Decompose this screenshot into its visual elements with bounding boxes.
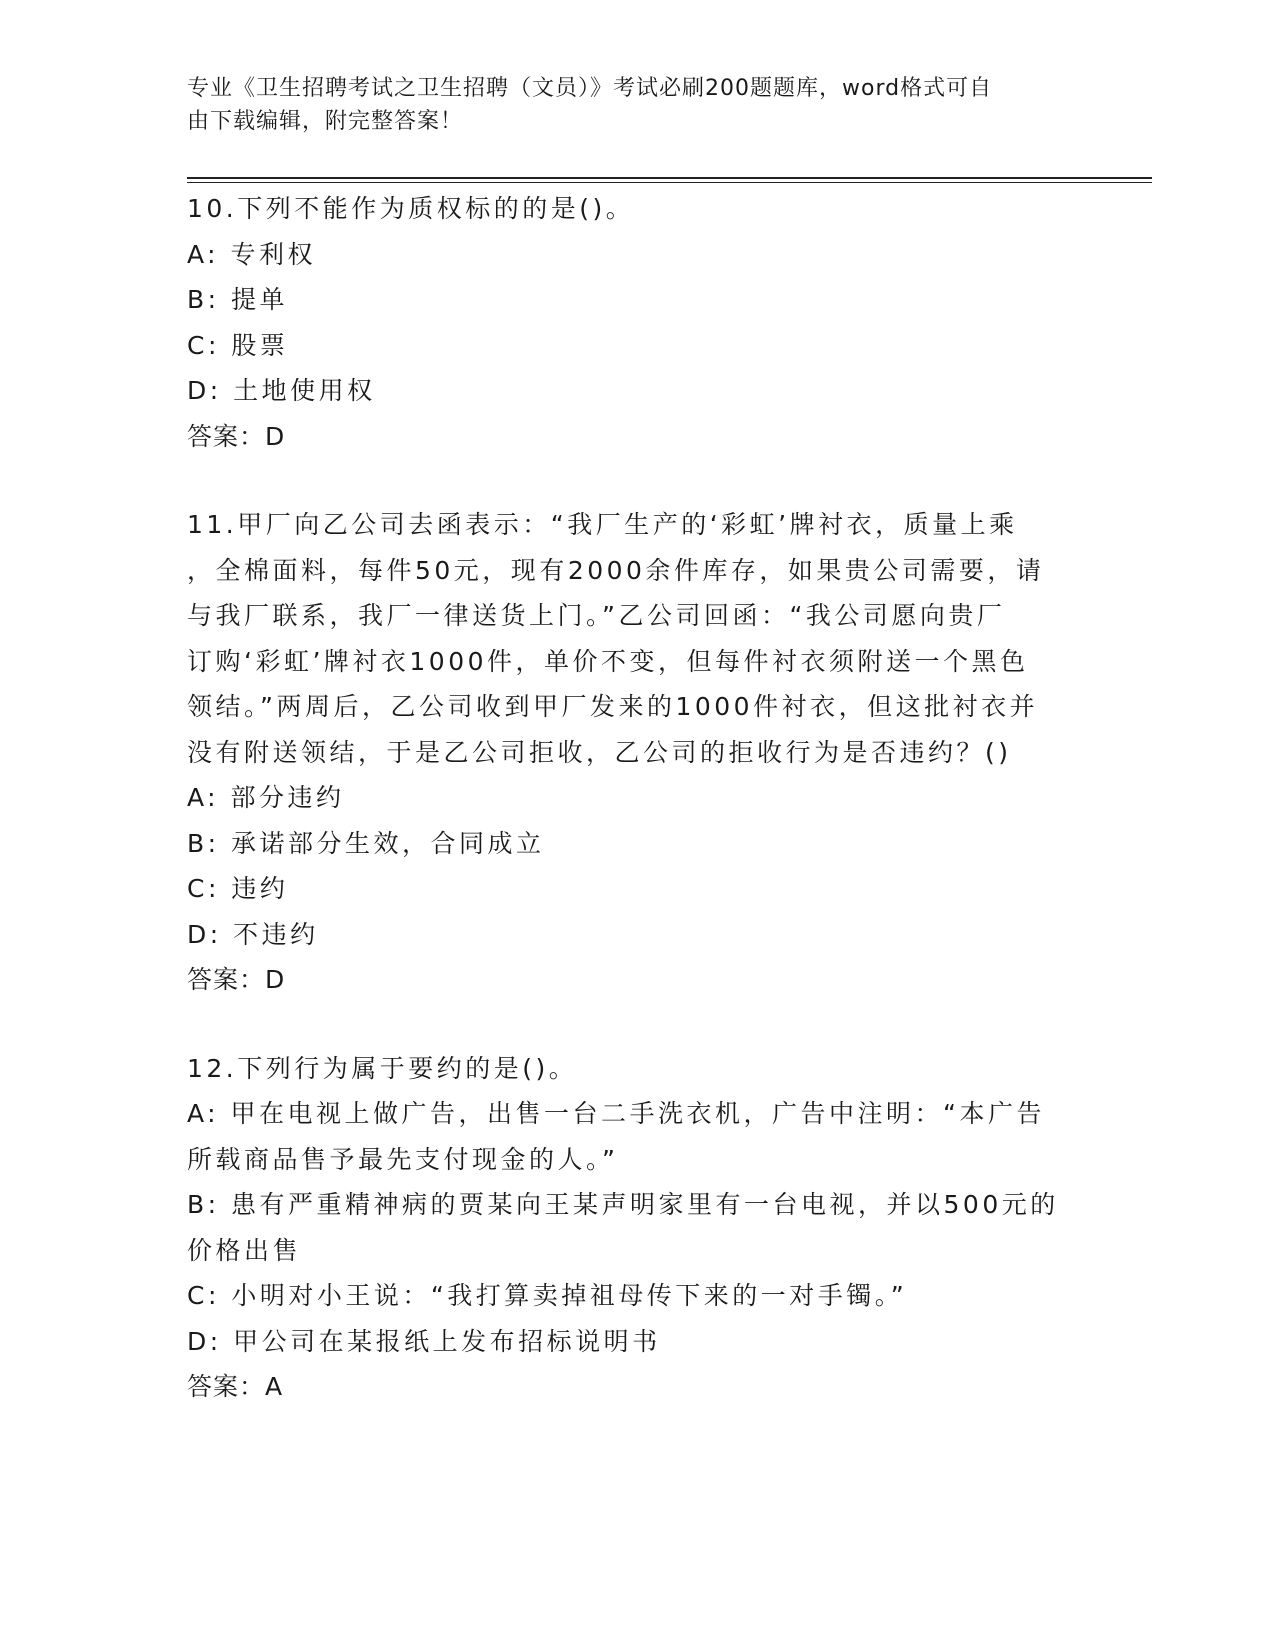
header-divider-thin — [187, 182, 1152, 183]
option-d: D: 不违约 — [187, 919, 319, 949]
question-list — [187, 186, 1072, 1453]
question-stem: 10.下列不能作为质权标的的是()。 — [187, 194, 635, 223]
document-header — [187, 72, 1067, 138]
question-11 — [187, 502, 1072, 1003]
question-stem-line: 订购‘彩虹’牌衬衣1000件，单价不变，但每件衬衣须附送一个黑色 — [187, 646, 1029, 676]
option-b-continued: 价格出售 — [187, 1235, 302, 1265]
answer: 答案：A — [187, 1372, 284, 1401]
question-10 — [187, 186, 1072, 459]
question-stem-line: 领结。”两周后，乙公司收到甲厂发来的1000件衬衣，但这批衬衣并 — [187, 692, 1039, 721]
question-stem-line: 11.甲厂向乙公司去函表示：“我厂生产的‘彩虹’牌衬衣，质量上乘 — [187, 510, 1018, 539]
question-stem-line: 与我厂联系，我厂一律送货上门。”乙公司回函：“我公司愿向贵厂 — [187, 601, 1006, 630]
option-b: B: 提单 — [187, 285, 289, 314]
question-stem-line: 没有附送领结，于是乙公司拒收，乙公司的拒收行为是否违约？() — [187, 737, 1012, 767]
option-b: B: 患有严重精神病的贾某向王某声明家里有一台电视，并以500元的 — [187, 1190, 1059, 1219]
option-a: A: 专利权 — [187, 239, 317, 269]
option-a: A: 部分违约 — [187, 783, 345, 812]
option-d: D: 甲公司在某报纸上发布招标说明书 — [187, 1326, 661, 1356]
header-line-1: 专业《卫生招聘考试之卫生招聘（文员）》考试必刷200题题库，word格式可自 — [187, 76, 993, 101]
option-c: C: 小明对小王说：“我打算卖掉祖母传下来的一对手镯。” — [187, 1281, 908, 1310]
question-stem-line: ，全棉面料，每件50元，现有2000余件库存，如果贵公司需要，请 — [187, 555, 1045, 585]
header-line-2: 由下载编辑，附完整答案！ — [187, 109, 464, 134]
option-a-continued: 所载商品售予最先支付现金的人。” — [187, 1144, 619, 1174]
answer: 答案：D — [187, 965, 286, 994]
option-b: B: 承诺部分生效，合同成立 — [187, 828, 545, 858]
header-divider-thick — [187, 177, 1152, 179]
question-stem: 12.下列行为属于要约的是()。 — [187, 1053, 578, 1083]
question-12 — [187, 1046, 1072, 1410]
option-d: D: 土地使用权 — [187, 376, 376, 405]
option-c: C: 违约 — [187, 874, 289, 903]
option-c: C: 股票 — [187, 330, 289, 360]
answer: 答案：D — [187, 421, 286, 451]
option-a: A: 甲在电视上做广告，出售一台二手洗衣机，广告中注明：“本广告 — [187, 1099, 1045, 1128]
